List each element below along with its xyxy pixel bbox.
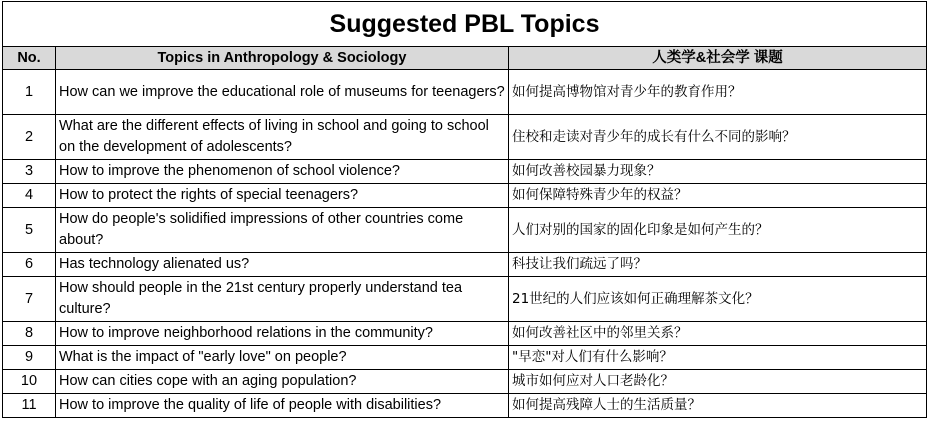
row-number: 10	[3, 370, 56, 394]
chinese-topic: 如何提高博物馆对青少年的教育作用？	[509, 70, 927, 115]
row-number: 1	[3, 70, 56, 115]
english-topic: Has technology alienated us?	[56, 253, 509, 277]
table-row	[3, 322, 927, 346]
chinese-topic: "早恋"对人们有什么影响？	[509, 346, 927, 370]
table-row	[3, 346, 927, 370]
table-row	[3, 253, 927, 277]
chinese-topic: 住校和走读对青少年的成长有什么不同的影响？	[509, 115, 927, 160]
table-row	[3, 160, 927, 184]
english-topic: How to improve neighborhood relations in the community?	[56, 322, 509, 346]
row-number: 8	[3, 322, 56, 346]
header-row	[3, 47, 927, 70]
english-topic: How should people in the 21st century properly understand tea culture?	[56, 277, 509, 322]
table-row	[3, 70, 927, 115]
table-row	[3, 277, 927, 322]
row-number: 2	[3, 115, 56, 160]
sheet-title: Suggested PBL Topics	[3, 2, 927, 47]
pbl-topics-sheet	[2, 1, 926, 425]
topics-table	[2, 1, 927, 418]
chinese-topic: 科技让我们疏远了吗？	[509, 253, 927, 277]
header-chinese-topics: 人类学&社会学 课题	[509, 47, 927, 70]
row-number: 7	[3, 277, 56, 322]
chinese-topic: 21世纪的人们应该如何正确理解茶文化？	[509, 277, 927, 322]
row-number: 5	[3, 208, 56, 253]
chinese-topic: 如何改善校园暴力现象？	[509, 160, 927, 184]
english-topic: How can cities cope with an aging population?	[56, 370, 509, 394]
table-row	[3, 184, 927, 208]
english-topic: How to protect the rights of special teenagers?	[56, 184, 509, 208]
table-row	[3, 370, 927, 394]
english-topic: What is the impact of "early love" on people?	[56, 346, 509, 370]
row-number: 9	[3, 346, 56, 370]
row-number: 4	[3, 184, 56, 208]
header-no: No.	[3, 47, 56, 70]
table-row	[3, 115, 927, 160]
chinese-topic: 如何改善社区中的邻里关系？	[509, 322, 927, 346]
english-topic: How do people's solidified impressions of other countries come about?	[56, 208, 509, 253]
english-topic: How to improve the quality of life of people with disabilities?	[56, 394, 509, 418]
chinese-topic: 城市如何应对人口老龄化？	[509, 370, 927, 394]
chinese-topic: 人们对别的国家的固化印象是如何产生的？	[509, 208, 927, 253]
table-row	[3, 208, 927, 253]
english-topic: How to improve the phenomenon of school violence?	[56, 160, 509, 184]
english-topic: What are the different effects of living in school and going to school on the development of adolescents?	[56, 115, 509, 160]
row-number: 3	[3, 160, 56, 184]
row-number: 11	[3, 394, 56, 418]
row-number: 6	[3, 253, 56, 277]
chinese-topic: 如何提高残障人士的生活质量？	[509, 394, 927, 418]
chinese-topic: 如何保障特殊青少年的权益？	[509, 184, 927, 208]
table-row	[3, 394, 927, 418]
header-english-topics: Topics in Anthropology & Sociology	[56, 47, 509, 70]
english-topic: How can we improve the educational role of museums for teenagers?	[56, 70, 509, 115]
